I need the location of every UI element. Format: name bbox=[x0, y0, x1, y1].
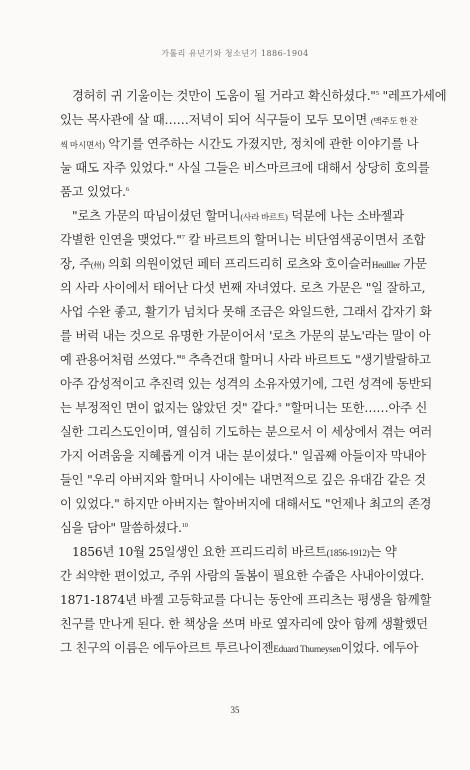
text-line: 품고 있었다.$^6$ bbox=[60, 185, 129, 199]
original-name-gloss: Eduard Thurneysen bbox=[273, 644, 341, 654]
text-line: 아주 감성적이고 추진력 있는 성격의 소유자였기에, 그런 성격에 동반되 bbox=[60, 377, 433, 391]
text-line: 의 사라 사이에서 태어난 다섯 번째 자녀였다. 로츠 가문은 "일 잘하고, bbox=[60, 281, 426, 295]
text-line: 있는 목사관에 살 때……저녁이 되어 식구들이 모두 모이면 (맥주도 한 잔 bbox=[60, 113, 418, 127]
inline-annotation: (州) bbox=[90, 260, 105, 270]
page-number: 35 bbox=[230, 705, 240, 715]
text-line: 친구를 만나게 된다. 한 책상을 쓰며 바로 옆자리에 앉아 함께 생활했던 bbox=[60, 617, 428, 631]
text-line: "로츠 가문의 따님이셨던 할머니(사라 바르트) 덕분에 나는 소바젤과 bbox=[72, 209, 404, 223]
footnote-marker: 7 bbox=[181, 233, 185, 241]
text-line: 는 부정적인 면이 없지는 않았던 것" 같다.$^9$ "할머니는 또한……아주 신 bbox=[60, 401, 428, 415]
footnote-marker: 8 bbox=[181, 353, 185, 361]
original-name-gloss: Heulller bbox=[371, 260, 400, 270]
footnote-marker: 10 bbox=[181, 521, 188, 529]
text-line: 1871-1874년 바젤 고등학교를 다니는 동안에 프리츠는 평생을 함께할 bbox=[60, 593, 432, 607]
text-line: 를 버럭 내는 것으로 유명한 가문이어서 '로츠 가문의 분노'라는 말이 아 bbox=[60, 329, 431, 343]
text-line: 각별한 인연을 맺었다."$^7$ 칼 바르트의 할머니는 비단염색공이면서 조합 bbox=[60, 233, 426, 247]
footnote-marker: 6 bbox=[125, 185, 129, 193]
text-line: 이 있었다." 하지만 아버지는 할아버지에 대해서도 "언제나 최고의 존경 bbox=[60, 497, 432, 511]
original-name-gloss: (1856-1912) bbox=[326, 548, 370, 558]
text-line: 심을 담아" 말씀하셨다.$^{10}$ bbox=[60, 521, 188, 535]
text-line: 들인 "우리 아버지와 할머니 사이에는 내면적으로 깊은 유대감 같은 것 bbox=[60, 473, 426, 487]
inline-annotation: (맥주도 한 잔 bbox=[370, 116, 418, 126]
body-text bbox=[60, 84, 447, 660]
running-header: 가톨리 유년기와 청소년기 1886-1904 bbox=[161, 49, 309, 58]
text-line: 눌 때도 자주 있었다." 사실 그들은 비스마르크에 대해서 상당히 호의를 bbox=[60, 161, 430, 175]
inline-annotation: (사라 바르트) bbox=[240, 212, 288, 222]
text-line: 씩 마시면서) 악기를 연주하는 시간도 가졌지만, 정치에 관한 이야기를 나 bbox=[60, 137, 419, 151]
text-line: 그 친구의 이름은 에두아르트 투르나이젠Eduard Thurneysen이었다. 에두아 bbox=[60, 641, 419, 655]
inline-annotation: 씩 마시면서) bbox=[60, 140, 105, 150]
text-line: 사업 수완 좋고, 활기가 넘치다 못해 조금은 와일드한, 그래서 갑자기 화 bbox=[60, 305, 432, 319]
text-line: 예 관용어처럼 쓰였다."$^8$ 추측건대 할머니 사라 바르트도 "생기발랄하고 bbox=[60, 353, 431, 367]
text-line: 장, 주(州) 의회 의원이었던 페터 프리드리히 로츠와 호이슬러Heulller 가문 bbox=[60, 257, 427, 271]
text-line: 경허히 귀 기울이는 것만이 도움이 될 거라고 확신하셨다."$^5$ "레프가세에 bbox=[72, 89, 447, 103]
text-line: 실한 그리스도인이며, 열심히 기도하는 분으로서 이 세상에서 겪는 여러 bbox=[60, 425, 433, 439]
footnote-marker: 9 bbox=[278, 401, 282, 409]
footnote-marker: 5 bbox=[375, 89, 379, 97]
text-line: 1856년 10월 25일생인 요한 프리드리히 바르트(1856-1912)는 약 bbox=[72, 545, 397, 559]
text-line: 간 쇠약한 편이었고, 주위 사람의 돌봄이 필요한 수줍은 사내아이였다. bbox=[60, 569, 425, 583]
text-line: 가지 어려움을 지혜롭게 이겨 내는 분이셨다." 일곱째 아들이자 막내아 bbox=[60, 449, 426, 463]
